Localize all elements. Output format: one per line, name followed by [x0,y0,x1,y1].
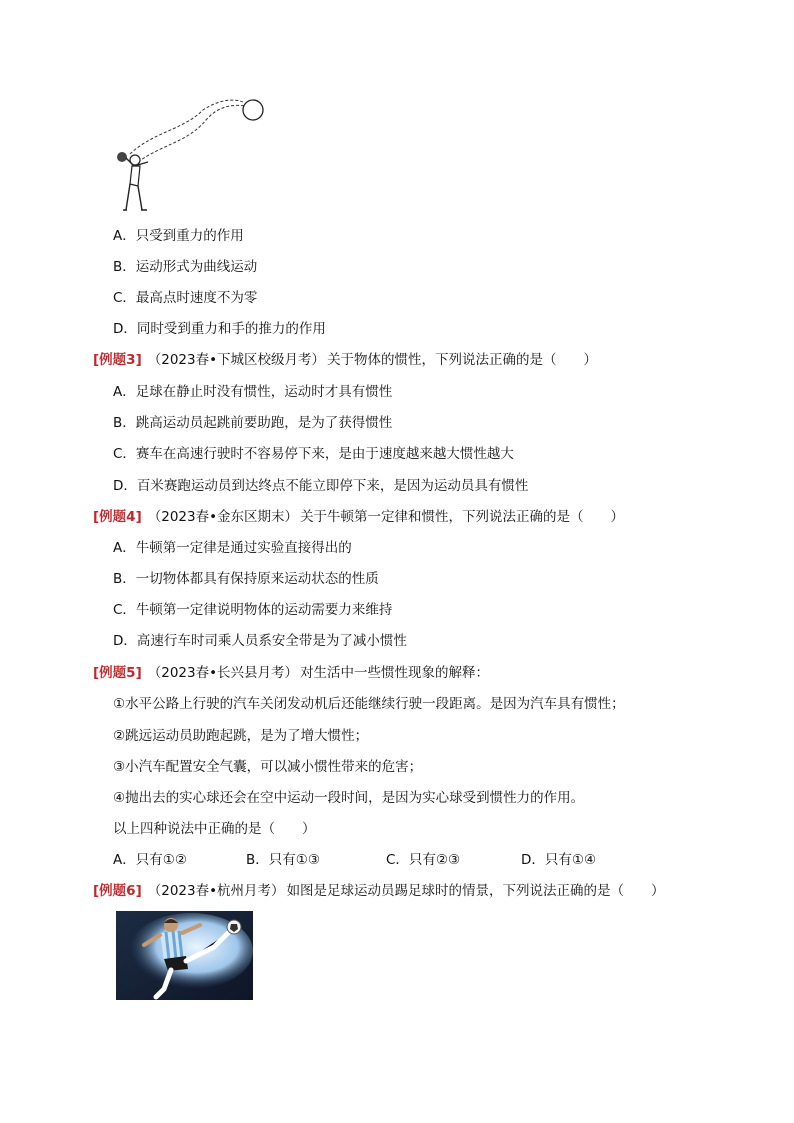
q5-option-d: D．只有①④ [521,852,597,868]
question-3-stem [93,351,597,369]
shot-put-trajectory-figure [108,92,278,217]
question-4-source: （2023春•金东区期末） [147,509,299,525]
q3-option-a: A．足球在静止时没有惯性，运动时才具有惯性 [113,384,393,400]
q2-option-b: B．运动形式为曲线运动 [113,259,258,275]
q2-option-d: D．同时受到重力和手的推力的作用 [113,321,326,337]
q2-option-c: C．最高点时速度不为零 [113,290,258,306]
question-3-source: （2023春•下城区校级月考） [147,352,326,368]
question-5-source: （2023春•长兴县月考） [147,665,299,681]
question-5-tag: [例题5] [93,665,142,681]
q4-option-c: C．牛顿第一定律说明物体的运动需要力来维持 [113,602,393,618]
question-4-tag: [例题4] [93,509,142,525]
soccer-player-photo [116,911,253,1000]
question-4-stem [93,508,624,526]
question-5-text: 对生活中一些惯性现象的解释： [300,665,490,681]
question-5-stem [93,664,489,682]
question-3-tag: [例题3] [93,352,142,368]
q5-statement-4: ④抛出去的实心球还会在空中运动一段时间，是因为实心球受到惯性力的作用。 [113,790,585,806]
q3-option-d: D．百米赛跑运动员到达终点不能立即停下来，是因为运动员具有惯性 [113,478,529,494]
q4-option-a: A．牛顿第一定律是通过实验直接得出的 [113,540,352,556]
q4-option-d: D．高速行车时司乘人员系安全带是为了减小惯性 [113,633,407,649]
question-4-text: 关于牛顿第一定律和惯性，下列说法正确的是（ ） [300,509,625,525]
q3-option-b: B．跳高运动员起跳前要助跑，是为了获得惯性 [113,415,393,431]
question-3-text: 关于物体的惯性，下列说法正确的是（ ） [327,352,598,368]
q5-option-a: A．只有①② [113,852,187,868]
question-6-source: （2023春•杭州月考） [147,883,285,899]
q2-option-a: A．只受到重力的作用 [113,228,244,244]
q5-statement-3: ③小汽车配置安全气囊，可以减小惯性带来的危害； [113,759,423,775]
q5-option-b: B．只有①③ [246,852,320,868]
question-6-tag: [例题6] [93,883,142,899]
q5-statement-1: ①水平公路上行驶的汽车关闭发动机后还能继续行驶一段距离。是因为汽车具有惯性； [113,696,625,712]
question-6-stem [93,882,665,900]
q5-prompt: 以上四种说法中正确的是（ ） [113,821,316,837]
question-6-text: 如图是足球运动员踢足球时的情景，下列说法正确的是（ ） [286,883,665,899]
q5-statement-2: ②跳远运动员助跑起跳，是为了增大惯性； [113,728,369,744]
q4-option-b: B．一切物体都具有保持原来运动状态的性质 [113,571,379,587]
q5-option-c: C．只有②③ [386,852,461,868]
q3-option-c: C．赛车在高速行驶时不容易停下来，是由于速度越来越大惯性越大 [113,446,514,462]
